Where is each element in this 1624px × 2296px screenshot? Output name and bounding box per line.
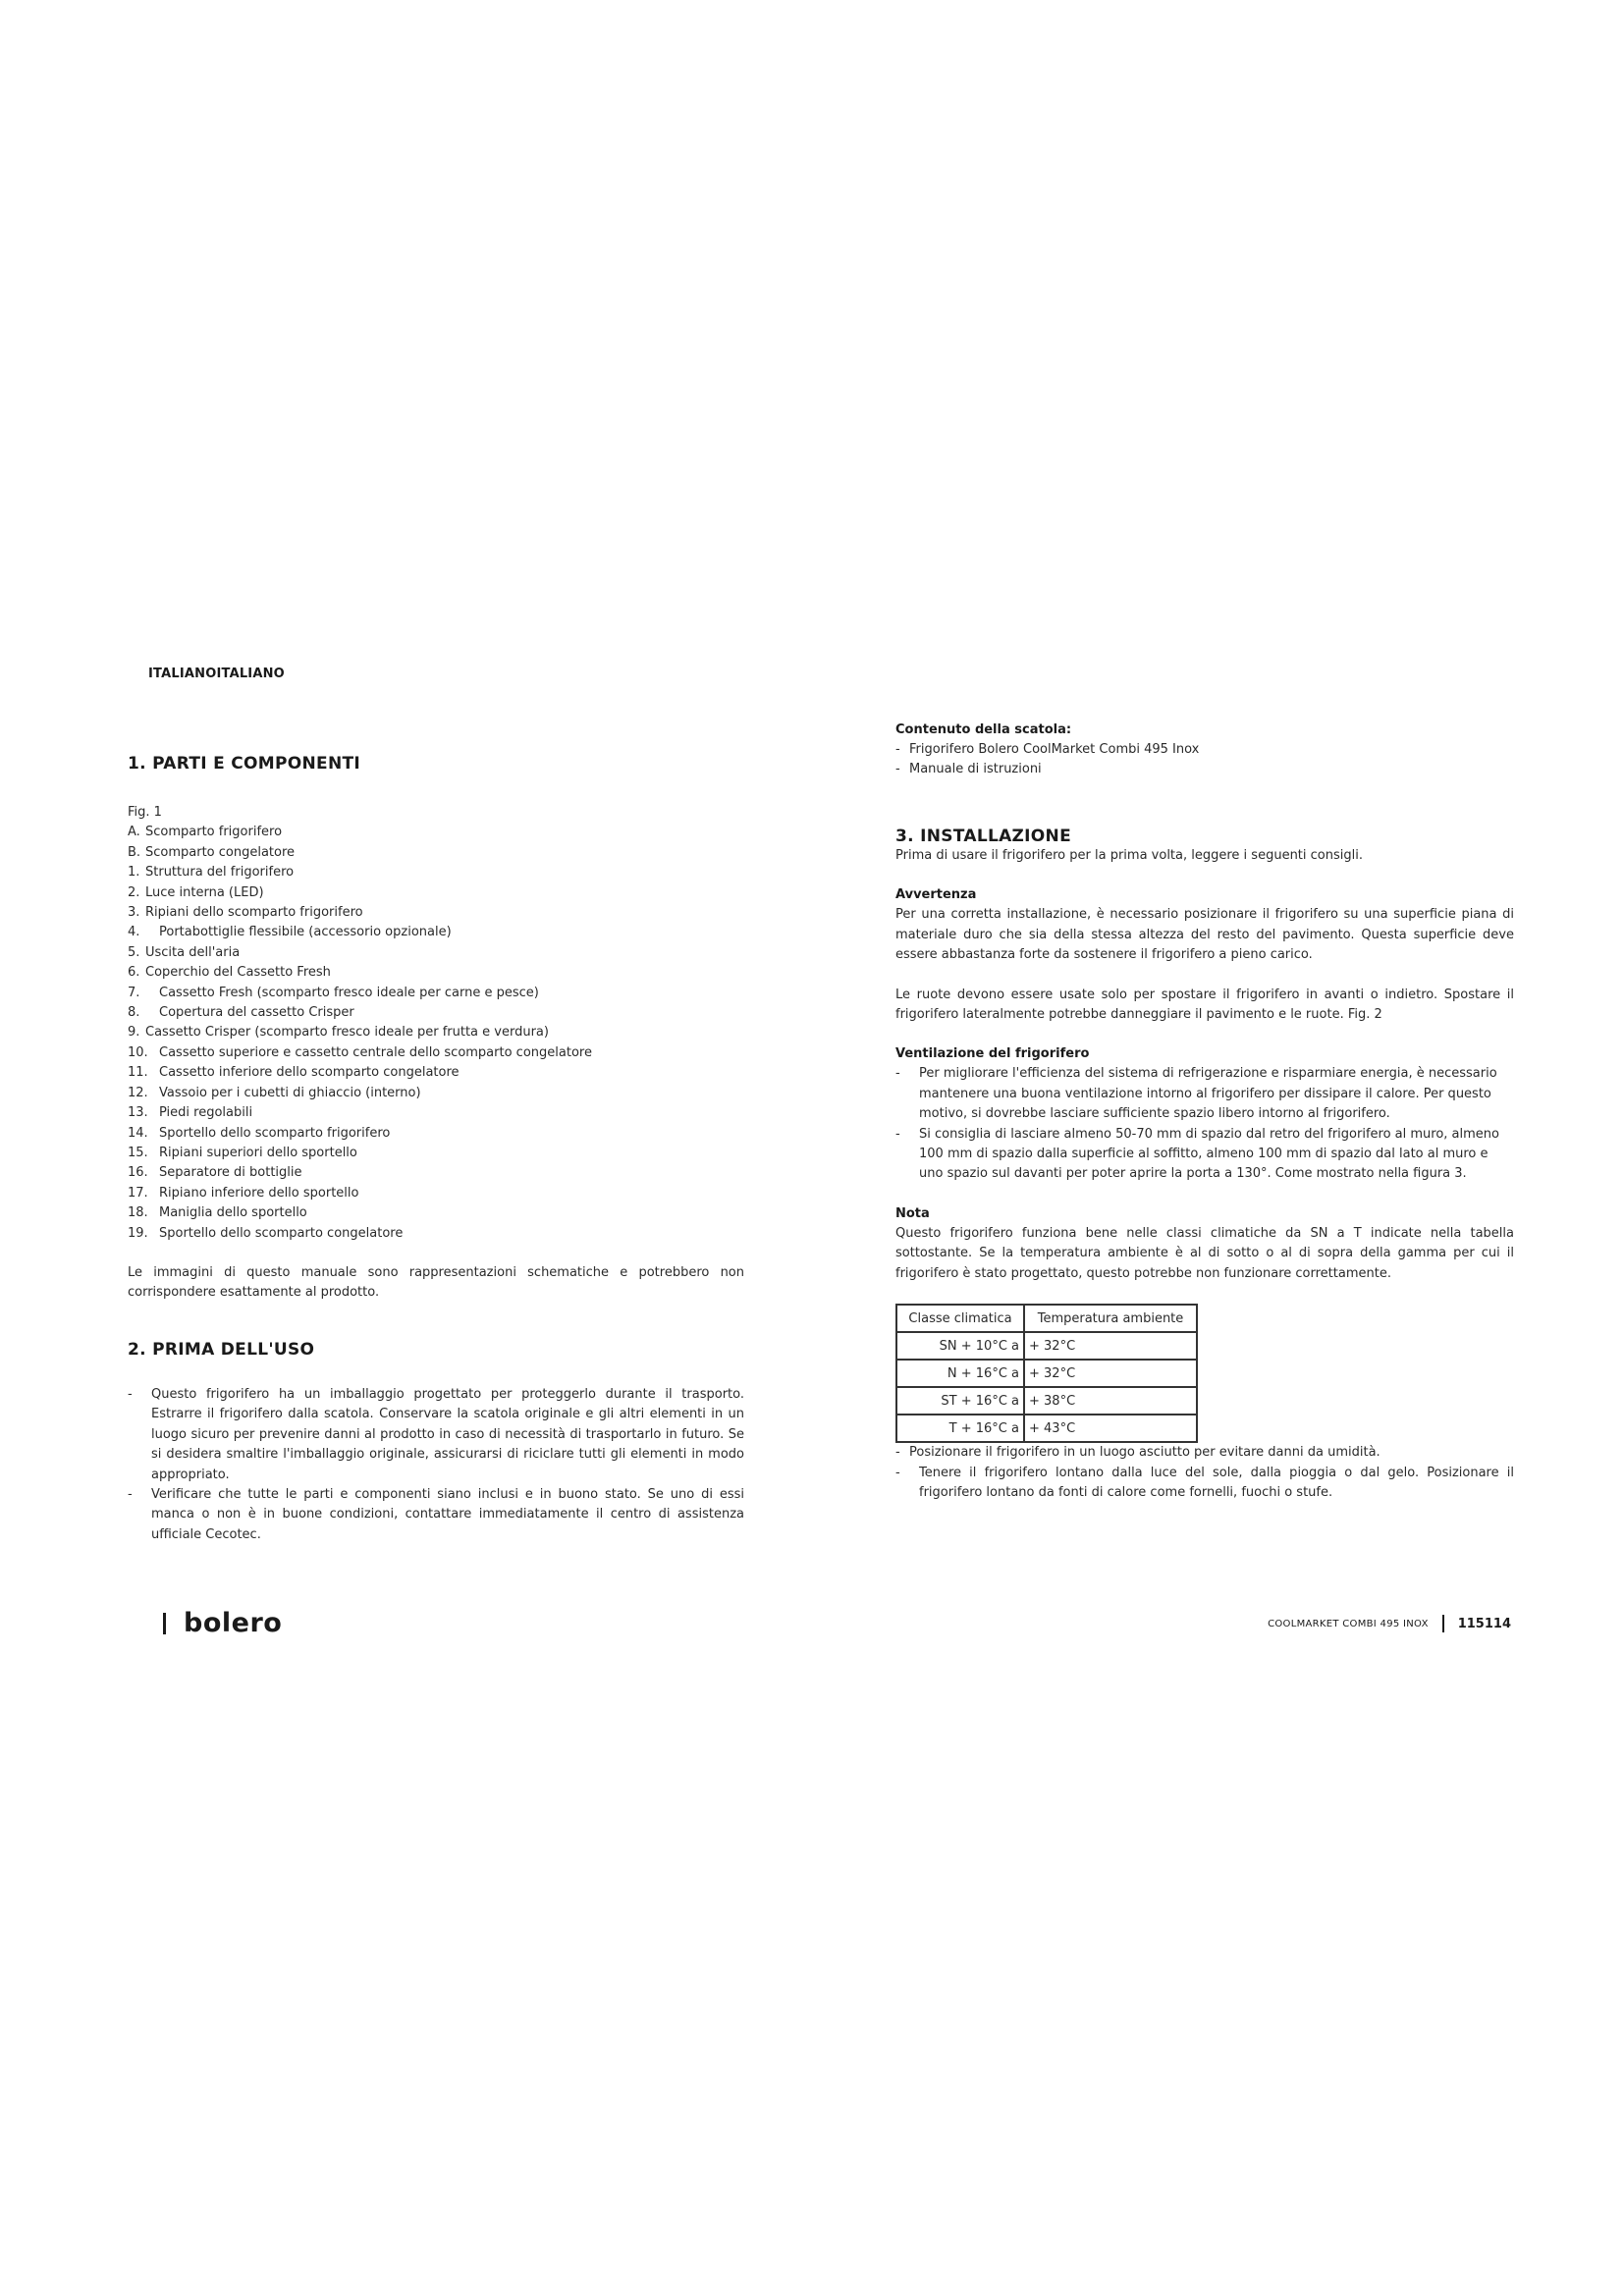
item-number: 7. [128, 985, 140, 1000]
section-3 [895, 827, 1514, 1503]
warning-title: Avvertenza [895, 887, 977, 903]
item-number: 1. [128, 865, 140, 881]
item-number: 14. [128, 1125, 148, 1141]
footer-logo [163, 1608, 282, 1638]
box-item: Manuale di istruzioni [909, 762, 1042, 777]
item-text: Struttura del frigorifero [145, 865, 295, 881]
separator [1442, 1615, 1444, 1632]
item-number: 18. [128, 1205, 148, 1221]
box-contents-title: Contenuto della scatola: [895, 722, 1072, 737]
list-item [128, 1124, 744, 1144]
dash-marker: - [895, 1465, 900, 1480]
list-item [895, 1125, 1514, 1185]
item-number: 5. [128, 944, 140, 960]
item-text: Cassetto inferiore dello scomparto congelatore [159, 1065, 460, 1081]
parts-list [128, 863, 744, 1244]
table-row [896, 1415, 1197, 1442]
item-number: 3. [128, 905, 140, 921]
list-item [128, 1385, 744, 1485]
brand-logo: bolero [184, 1608, 283, 1638]
item-text: Ripiano inferiore dello sportello [159, 1185, 359, 1201]
list-item [128, 943, 744, 963]
page-number: 115114 [1457, 1616, 1511, 1631]
table-cell: + 32°C [1024, 1332, 1197, 1360]
model-name: COOLMARKET COMBI 495 INOX [1268, 1618, 1429, 1629]
item-text: Copertura del cassetto Crisper [159, 1005, 354, 1021]
item-text: Sportello dello scomparto congelatore [159, 1225, 404, 1241]
item-text: Sportello dello scomparto frigorifero [159, 1125, 391, 1141]
ventilation-text: Per migliorare l'efficienza del sistema di refrigerazione e risparmiare energia, è necessario mantenere una buona ventilazione intorno al frigorifero per dissipare il calore. Per questo motivo, si dovrebbe lasciare sufficiente spazio libero intorno al frigorifero. [919, 1066, 1497, 1122]
item-text: Vassoio per i cubetti di ghiaccio (interno) [159, 1085, 421, 1100]
table-header: Classe climatica [896, 1305, 1024, 1332]
list-item [895, 1464, 1514, 1504]
list-item [128, 1224, 744, 1244]
list-item [128, 1184, 744, 1203]
dash-marker: - [895, 1066, 900, 1082]
dash-marker: - [895, 1126, 900, 1142]
language-header: ITALIANOITALIANO [148, 667, 285, 681]
dash-marker: - [128, 1387, 133, 1402]
section-3-title: 3. INSTALLAZIONE [895, 827, 1071, 846]
list-item [128, 1003, 744, 1023]
table-cell: + 38°C [1024, 1387, 1197, 1415]
item-number: 15. [128, 1145, 148, 1160]
list-item [128, 903, 744, 923]
logo-bar-icon [163, 1613, 166, 1634]
list-item [128, 823, 744, 842]
note-title: Nota [895, 1205, 930, 1221]
list-item [895, 740, 1514, 760]
section-1 [128, 754, 744, 1304]
wheels-text: Le ruote devono essere usate solo per spostare il frigorifero in avanti o indietro. Spostare il frigorifero lateralmente potrebbe danneggiare il pavimento e le ruote. Fig. 2 [895, 987, 1514, 1023]
bullet-text: Questo frigorifero ha un imballaggio progettato per proteggerlo durante il trasporto. Estrarre il frigorifero dalla scatola. Conservare la scatola originale e gli altri elementi in un luogo sicuro per prevenire danni al prodotto in caso di necessità di trasportarlo in futuro. Se si desidera smaltire l'imballaggio originale, assicurarsi di riciclare tutti gli elementi in modo appropriato. [151, 1387, 744, 1482]
section-1-title: 1. PARTI E COMPONENTI [128, 754, 361, 774]
dash-marker: - [895, 1445, 900, 1461]
footer-meta [1268, 1615, 1511, 1632]
table-header-row [896, 1305, 1197, 1332]
list-item [128, 1063, 744, 1083]
item-number: B. [128, 844, 141, 860]
list-item [128, 883, 744, 903]
letter-list [128, 823, 744, 863]
item-number: 8. [128, 1005, 140, 1021]
list-item [895, 1064, 1514, 1124]
list-item [128, 863, 744, 882]
bullet-text: Verificare che tutte le parti e componenti siano inclusi e in buono stato. Se uno di essi manca o non è in buone condizioni, contattare immediatamente il centro di assistenza ufficiale Cecotec. [151, 1487, 744, 1542]
list-item [128, 1043, 744, 1063]
item-number: 17. [128, 1185, 148, 1201]
item-text: Ripiani superiori dello sportello [159, 1145, 357, 1160]
item-number: 13. [128, 1105, 148, 1121]
table-cell: ST + 16°C a [896, 1387, 1024, 1415]
table-cell: N + 16°C a [896, 1360, 1024, 1387]
section-3-intro: Prima di usare il frigorifero per la prima volta, leggere i seguenti consigli. [895, 848, 1363, 863]
section-2-bullets [128, 1385, 744, 1545]
item-text: Coperchio del Cassetto Fresh [145, 965, 331, 981]
climate-table [895, 1304, 1198, 1443]
item-text: Portabottiglie flessibile (accessorio opzionale) [159, 925, 452, 940]
images-note: Le immagini di questo manuale sono rappresentazioni schematiche e potrebbero non corrispondere esattamente al prodotto. [128, 1264, 744, 1301]
item-text: Ripiani dello scomparto frigorifero [145, 905, 363, 921]
after-table-text: Posizionare il frigorifero in un luogo asciutto per evitare danni da umidità. [909, 1445, 1380, 1461]
table-row [896, 1360, 1197, 1387]
table-row [896, 1387, 1197, 1415]
item-number: 4. [128, 925, 140, 940]
item-number: A. [128, 825, 140, 840]
list-item [128, 843, 744, 863]
item-number: 6. [128, 965, 140, 981]
item-text: Scomparto congelatore [145, 844, 296, 860]
list-item [128, 1084, 744, 1103]
item-text: Cassetto superiore e cassetto centrale dello scomparto congelatore [159, 1044, 592, 1060]
dash-marker: - [128, 1487, 133, 1503]
list-item [895, 760, 1514, 779]
item-text: Piedi regolabili [159, 1105, 253, 1121]
item-text: Separatore di bottiglie [159, 1165, 302, 1181]
dash-marker: - [895, 762, 900, 777]
ventilation-text: Si consiglia di lasciare almeno 50-70 mm di spazio dal retro del frigorifero al muro, almeno 100 mm di spazio dalla superficie al soffitto, almeno 100 mm di spazio dal lato al muro e uno spazio sul davanti per poter aprire la porta a 130°. Come mostrato nella figura 3. [919, 1126, 1499, 1182]
fig-label: Fig. 1 [128, 805, 162, 820]
warning-text: Per una corretta installazione, è necessario posizionare il frigorifero su una superficie piana di materiale duro che sia della stessa altezza del resto del pavimento. Questa superficie deve essere abbastanza forte da sostenere il frigorifero a pieno carico. [895, 907, 1514, 963]
list-item [128, 1023, 744, 1042]
table-row [896, 1332, 1197, 1360]
dash-marker: - [895, 742, 900, 757]
item-text: Luce interna (LED) [145, 884, 264, 900]
table-cell: + 43°C [1024, 1415, 1197, 1442]
ventilation-title: Ventilazione del frigorifero [895, 1046, 1090, 1062]
list-item [128, 1485, 744, 1545]
after-table-text: Tenere il frigorifero lontano dalla luce del sole, dalla pioggia o dal gelo. Posizionare il frigorifero lontano da fonti di calore come fornelli, fuochi o stufe. [919, 1465, 1514, 1500]
note-text: Questo frigorifero funziona bene nelle classi climatiche da SN a T indicate nella tabella sottostante. Se la temperatura ambiente è al di sotto o al di sopra della gamma per cui il frigorifero è stato progettato, questo potrebbe non funzionare correttamente. [895, 1225, 1514, 1281]
table-cell: T + 16°C a [896, 1415, 1024, 1442]
section-2-title: 2. PRIMA DELL'USO [128, 1340, 315, 1360]
item-number: 10. [128, 1044, 148, 1060]
item-text: Uscita dell'aria [145, 944, 241, 960]
list-item [128, 1144, 744, 1163]
item-number: 9. [128, 1025, 140, 1041]
item-number: 16. [128, 1165, 148, 1181]
item-text: Maniglia dello sportello [159, 1205, 307, 1221]
item-text: Cassetto Crisper (scomparto fresco ideale per frutta e verdura) [145, 1025, 549, 1041]
table-cell: SN + 10°C a [896, 1332, 1024, 1360]
section-2 [128, 1340, 744, 1545]
table-header: Temperatura ambiente [1024, 1305, 1197, 1332]
list-item [128, 963, 744, 983]
box-item: Frigorifero Bolero CoolMarket Combi 495 Inox [909, 742, 1200, 757]
item-number: 19. [128, 1225, 148, 1241]
item-text: Cassetto Fresh (scomparto fresco ideale per carne e pesce) [159, 985, 539, 1000]
box-contents [895, 721, 1514, 780]
list-item [128, 984, 744, 1003]
item-number: 11. [128, 1065, 148, 1081]
list-item [128, 1163, 744, 1183]
item-number: 2. [128, 884, 140, 900]
item-number: 12. [128, 1085, 148, 1100]
table-cell: + 32°C [1024, 1360, 1197, 1387]
item-text: Scomparto frigorifero [145, 825, 283, 840]
list-item [128, 923, 744, 942]
list-item [128, 1203, 744, 1223]
list-item [895, 1443, 1514, 1463]
list-item [128, 1103, 744, 1123]
